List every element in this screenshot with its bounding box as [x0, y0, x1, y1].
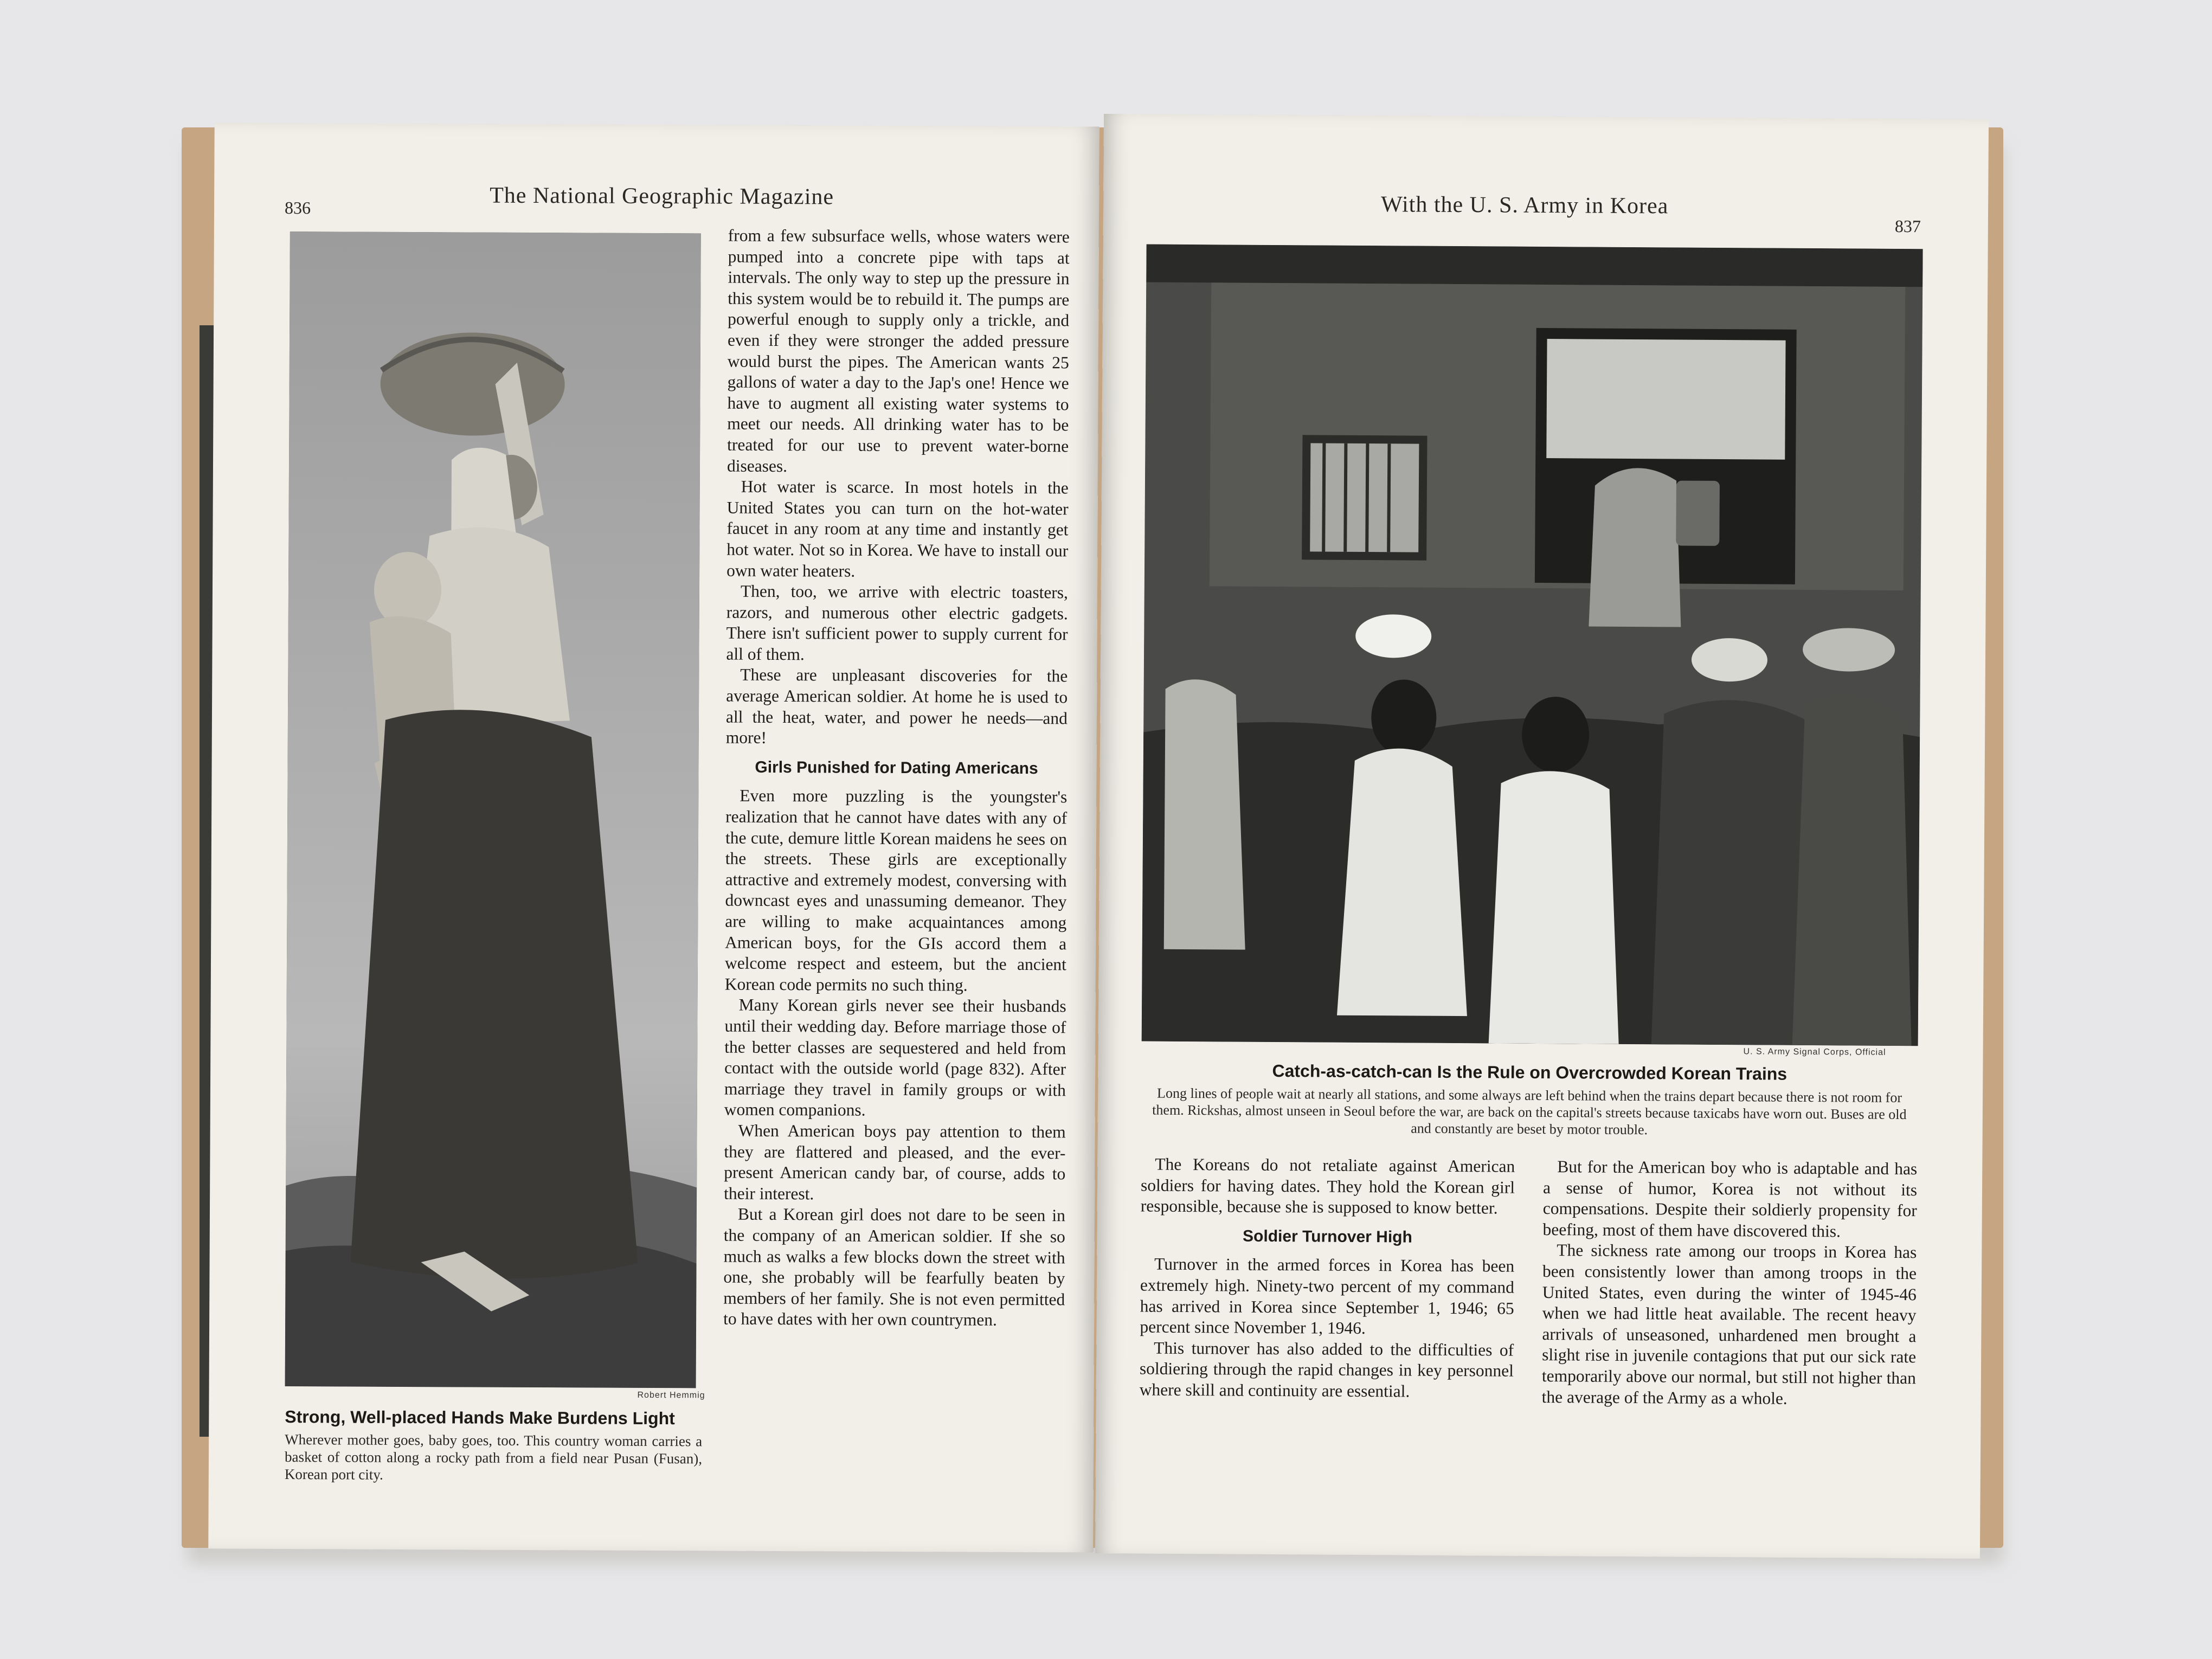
photo-woman-with-baby [285, 232, 701, 1388]
photo-credit-right: U. S. Army Signal Corps, Official [1743, 1047, 1886, 1057]
paragraph: But a Korean girl does not dare to be seen in the company of an American soldier. If she so much as walks a few blocks down the street with one, she probably will be fearfully beaten by members of her family. She is not even permitted to have dates with her own countrymen. [723, 1204, 1066, 1330]
caption-text-left: Wherever mother goes, baby goes, too. This country woman carries a basket of cotton along a rocky path from a field near Pusan (Fusan), Korean port city. [284, 1431, 703, 1483]
paragraph: These are unpleasant discoveries for the average American soldier. At home he is used to all the heat, water, and power he needs—and more! [725, 665, 1068, 748]
paragraph: This turnover has also added to the difficulties of soldiering through the rapid changes in key personnel where skill and continuity are essential. [1139, 1338, 1514, 1401]
paragraph: Even more puzzling is the youngster's realization that he cannot have dates with any of the cute, demure little Korean maidens he sees on the streets. These girls are exceptionally attractive and extremely modest, conversing with downcast eyes and unassuming demeanor. They are willing to make acquaintances among American boys, for the GIs accord them a welcome respect and esteem, but the ancient Korean code permits no such thing. [724, 786, 1068, 995]
page-number-right: 837 [1894, 216, 1921, 236]
photo-credit-left: Robert Hemmig [637, 1390, 705, 1400]
right-text-column-2 [1542, 1156, 1918, 1410]
paragraph: When American boys pay attention to them they are flattered and pleased, and the ever-present American candy bar, of course, adds to their interest. [724, 1121, 1066, 1204]
caption-text-right: Long lines of people wait at nearly all stations, and some always are left behind when the trains depart because there is not room for them. Rickshas, almost unseen in Seoul before the war, are back on the capital's streets because taxicabs have worn out. Buses are old and constantly are beset by motor trouble. [1152, 1085, 1907, 1138]
paragraph: But for the American boy who is adaptable and has a sense of humor, Korea is not without its compensations. Despite their soldierly propensity for beefing, most of them have discovered this. [1542, 1157, 1918, 1241]
paragraph: Turnover in the armed forces in Korea has been extremely high. Ninety-two percent of my command has arrived in Korea since September 1, 1946; 65 percent since November 1, 1946. [1140, 1255, 1515, 1338]
caption-title-right: Catch-as-catch-can Is the Rule on Overcrowded Korean Trains [1272, 1060, 1787, 1084]
page-number-left: 836 [284, 198, 311, 218]
running-head-left: The National Geographic Magazine [490, 183, 834, 210]
paragraph: Then, too, we arrive with electric toasters, razors, and numerous other electric gadgets. There isn't sufficient power to supply current for all of them. [726, 581, 1069, 664]
paragraph: The Koreans do not retaliate against American soldiers for having dates. They hold the Korean girl responsible, because she is supposed to know better. [1140, 1154, 1515, 1218]
paragraph: Many Korean girls never see their husbands until their wedding day. Before marriage those of the better classes are sequestered and held from contact with the outside world (page 832). After marriage they travel in family groups or with women companions. [724, 995, 1066, 1120]
running-head-right: With the U. S. Army in Korea [1380, 192, 1669, 219]
left-page [208, 123, 1099, 1552]
subhead-girls-punished: Girls Punished for Dating Americans [755, 758, 1038, 777]
photo-crowded-train [1142, 245, 1923, 1046]
left-text-column [723, 226, 1070, 1332]
paragraph: The sickness rate among our troops in Korea has been consistently lower than among troops in the United States, even during the winter of 1945-46 when we had little heat available. The recent heavy arrivals of unseasoned, unhardened men brought a slight rise in juvenile contagions that put our sick rate temporarily above our normal, but still not higher than the average of the Army as a whole. [1541, 1240, 1917, 1408]
subhead-soldier-turnover: Soldier Turnover High [1242, 1227, 1412, 1246]
caption-title-left: Strong, Well-placed Hands Make Burdens Light [285, 1407, 675, 1429]
paragraph: Hot water is scarce. In most hotels in the United States you can turn on the hot-water faucet in any room at any time and instantly get hot water. Not so in Korea. We have to install our own water heaters. [726, 477, 1069, 581]
paragraph: from a few subsurface wells, whose waters were pumped into a concrete pipe with taps at intervals. The only way to step up the pressure in this system would be to rebuild it. The pumps are powerful enough to supply only a trickle, and even if they were stronger the added pressure would burst the pipes. The American wants 25 gallons of water a day to the Jap's one! Hence we have to augment all existing water systems to meet our needs. All drinking water has to be treated for our use to prevent water-borne diseases. [726, 226, 1070, 475]
right-page [1095, 114, 1989, 1559]
right-text-column-1 [1140, 1154, 1515, 1403]
